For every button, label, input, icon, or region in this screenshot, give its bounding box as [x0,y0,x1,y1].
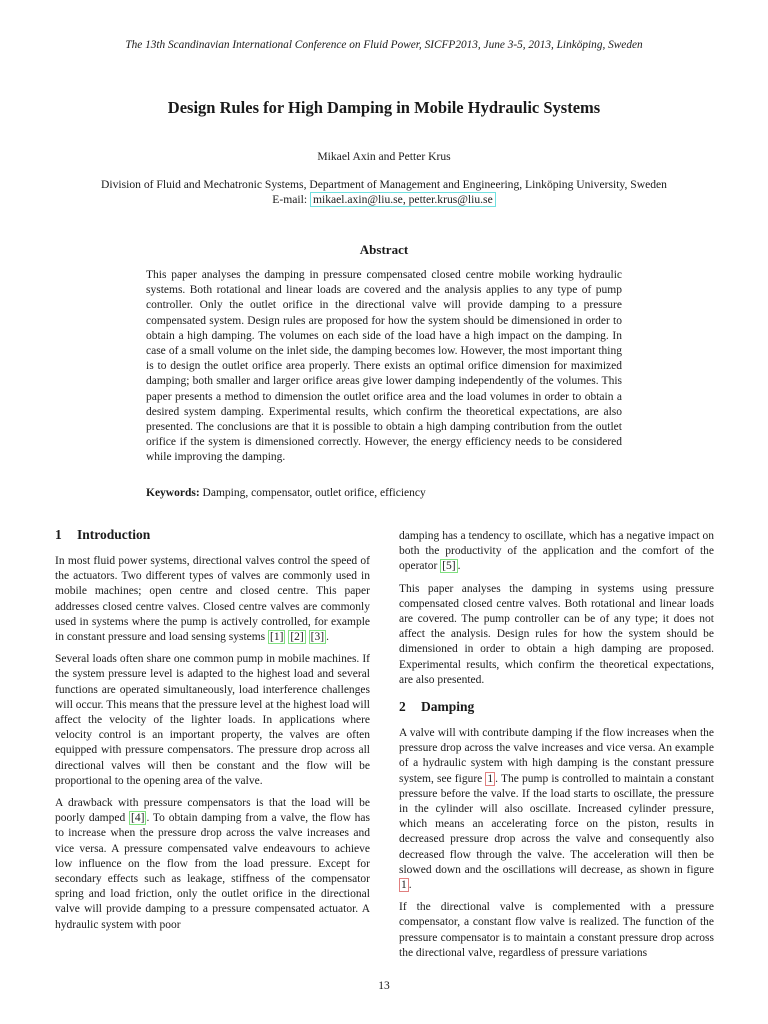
page-number: 13 [378,980,390,992]
paragraph-text: . [457,560,461,573]
citation-link[interactable]: [2] [290,631,304,644]
citation-link[interactable]: [4] [131,812,145,825]
email-line [0,192,768,207]
paragraph: Several loads often share one common pump in mobile machines. If the system pressure level is adapted to the highest load and several functions are operated simultaneously, load interference challenges will occur. This means that the pressure level at the highest load will affect the velocity of the lighter loads. In applications where velocity control is an important property, the valves are often equipped with pressure compensators. The pressure drop across all directional valves will then be constant and the flow will be proportional to the opening area of the valve. [55,653,371,787]
section-title: Introduction [77,527,151,542]
email-link[interactable]: mikael.axin@liu.se, petter.krus@liu.se [310,192,496,207]
citation-link[interactable]: [5] [442,560,456,573]
abstract-heading: Abstract [359,242,409,257]
paragraph-text: A valve will with contribute damping if the flow increases when the pressure drop across the valve increases and vice versa. An example of a hydraulic system with high damping is the constant pressure system, see figure [399,727,714,785]
paragraph-text: . [326,631,329,644]
paper-title: Design Rules for High Damping in Mobile Hydraulic Systems [167,98,601,117]
keywords-text: Damping, compensator, outlet orifice, efficiency [202,487,426,499]
conference-header: The 13th Scandinavian International Conference on Fluid Power, SICFP2013, June 3-5, 2013, Linköping, Sweden [125,39,643,51]
paragraph [55,554,370,645]
citation-link[interactable]: [3] [310,631,325,644]
affiliation-block [0,177,768,207]
right-column [399,529,714,968]
paragraph: If the directional valve is complemented with a pressure compensator, a constant flow valve is realized. The function of the pressure compensator is to maintain a constant pressure drop across the directional valve, regardless of pressure variations [399,901,714,959]
email-label: E-mail: [272,193,308,206]
figure-link[interactable]: 1 [487,772,494,785]
affiliation: Division of Fluid and Mechatronic Systems, Department of Management and Engineering, Linköping University, Sweden [101,178,667,191]
paragraph-text: damping has a tendency to oscillate, which has a negative impact on both the productivity of the application and the comfort of the operator [399,530,714,573]
abstract-body: This paper analyses the damping in pressure compensated closed centre mobile working hydraulic systems. Both rotational and linear loads are covered and the analysis applies to any type of pump controller. Only the outlet orifice in the directional valve will provide damping to a pressure compensated system. Design rules are proposed for how the system should be dimensioned in order to obtain a high damping. The volumes on each side of the load have a high impact on the damping. In case of a small volume on the inlet side, the damping becomes low. However, the most important thing is to design the outlet orifice area properly. There exists an optimal orifice dimension for maximized damping; both smaller and larger orifice areas give lower damping independently of the volumes. This paper presents a method to dimension the outlet orifice area and the load volumes in order to obtain a desired system damping. Experimental results, which confirm the theoretical expectations, are also presented. The conclusions are that it is possible to obtain a high damping contribution from the outlet orifice if the system is dimensioned correctly. However, the energy efficiency needs to be considered while improving the damping. [146,269,622,464]
section-2-heading [399,698,714,716]
paragraph: This paper analyses the damping in systems using pressure compensated closed centre valves. Both rotational and linear loads are covered. The pump controller can be of any type; it does not affect the analysis. Design rules for how the system should be dimensioned in order to obtain a high damping are proposed. Experimental results, which confirm the theoretical expectations, are also presented. [399,582,714,686]
citation-link[interactable]: [1] [270,631,284,644]
paragraph-text: . [408,879,412,892]
left-column [55,526,370,940]
paragraph [399,726,714,893]
paragraph-text: . To obtain damping from a valve, the flow has to increase when the pressure drop across the valve increases and vice versa. A pressure compensated valve endeavours to achieve low influence on the flow from the load pressure. Except for secondary effects such as leakage, stiffness of the compensator spring and load friction, only the outlet orifice in the directional valve will provide damping to a pressure compensated actuator. A hydraulic system with poor [55,812,371,931]
authors: Mikael Axin and Petter Krus [317,150,451,163]
keywords-label: Keywords: [146,487,200,499]
paragraph [399,529,714,575]
figure-link[interactable]: 1 [401,879,407,892]
paragraph-text: A drawback with pressure compensators is that the load will be poorly damped [55,797,370,825]
section-number: 1 [55,527,62,542]
paragraph-text: In most fluid power systems, directional valves control the speed of the actuators. Two different types of valves are commonly used in mobile machines; open centre and closed centre. This paper addresses closed centre valves. Closed centre valves are commonly used in systems where the pump is actively controlled, for example in constant pressure and load sensing systems [55,555,370,644]
keywords [146,487,622,499]
section-number: 2 [399,699,406,715]
section-1-heading [55,526,370,544]
paragraph-text: . The pump is controlled to maintain a constant pressure before the valve. If the load starts to oscillate, the pressure in the cylinder will also oscillate. Increased cylinder pressure, which means an accelerating force on the piston, results in decreased pressure drop across the valve and consequently also decreased flow through the valve. The acceleration will then be slowed down and the oscillations will decrease, as shown in figure [399,772,715,876]
section-title: Damping [421,699,475,715]
paragraph [55,796,370,933]
